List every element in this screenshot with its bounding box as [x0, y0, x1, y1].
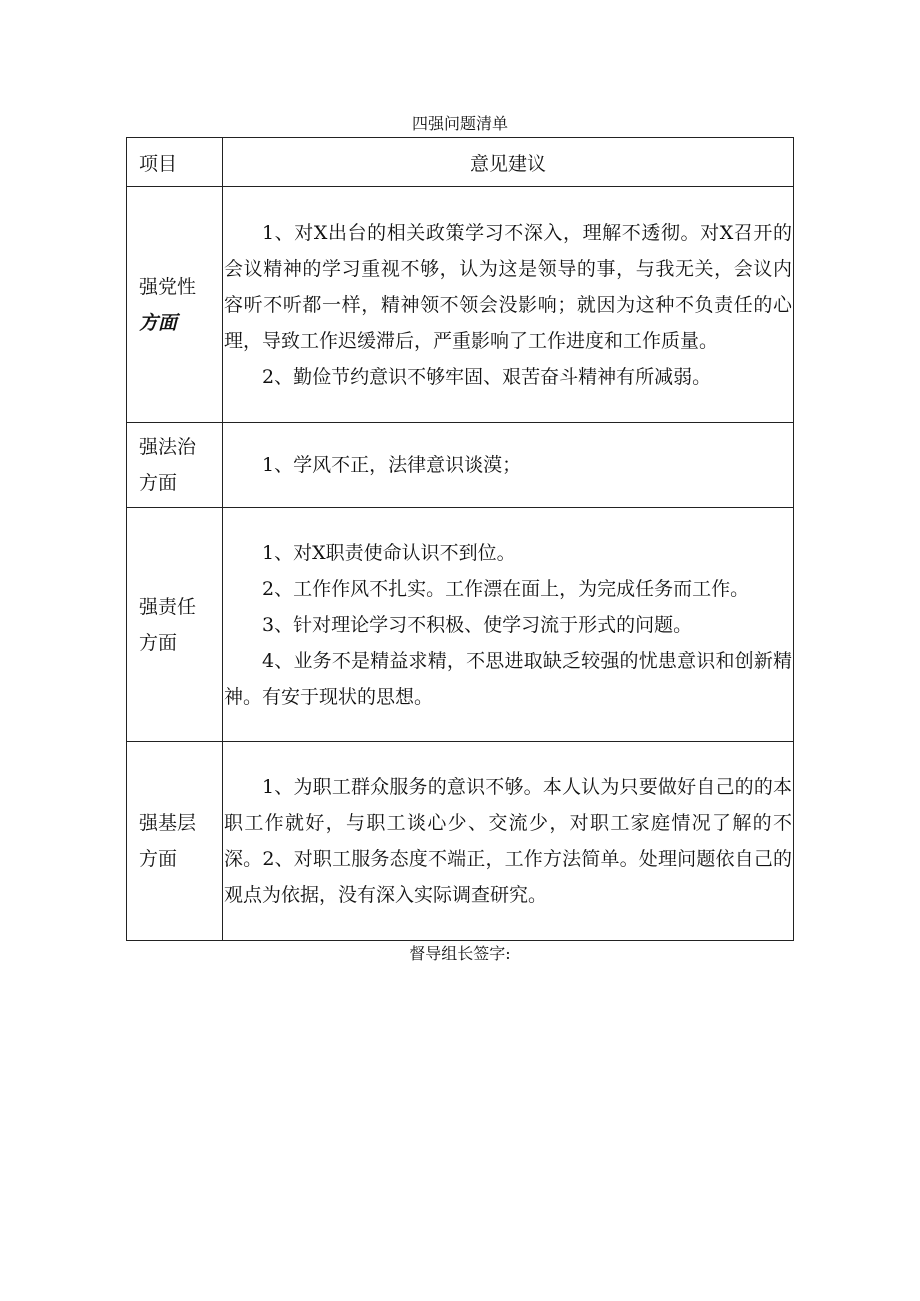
- suggestion-paragraph: 1、学风不正，法律意识谈漠；: [262, 454, 522, 476]
- category-label-suffix: 方面: [139, 848, 178, 870]
- suggestion-paragraph: 1、对X职责使命认识不到位。: [262, 541, 516, 564]
- suggestion-paragraph: 3、针对理论学习不积极、使学习流于形式的问题。: [262, 613, 693, 636]
- suggestion-cell: [223, 423, 794, 508]
- header-suggestions: 意见建议: [223, 138, 794, 187]
- category-label: 强基层: [139, 812, 197, 834]
- category-cell: [127, 423, 223, 508]
- table-row: [127, 423, 794, 508]
- table-row: [127, 508, 794, 742]
- suggestion-paragraph: 4、业务不是精益求精，不思进取缺乏较强的忧患意识和创新精神。有安于现状的思想。: [224, 649, 792, 708]
- document-title: 四强问题清单: [411, 114, 508, 133]
- header-project: 项目: [127, 138, 223, 187]
- category-label: 强法治: [139, 436, 197, 458]
- suggestion-paragraph: 2、工作作风不扎实。工作漂在面上，为完成任务而工作。: [262, 577, 750, 600]
- issues-table: [126, 137, 794, 941]
- table-header-row: [127, 138, 794, 187]
- suggestion-paragraph: 1、为职工群众服务的意识不够。本人认为只要做好自己的的本职工作就好，与职工谈心少、交流少，对职工家庭情况了解的不深。2、对职工服务态度不端正，工作方法简单。处理问题依自己的观点为依据，没有深入实际调查研究。: [224, 776, 792, 906]
- supervisor-signature-label: 督导组长签字:: [409, 944, 511, 963]
- table-row: [127, 187, 794, 423]
- suggestion-paragraph: 2、勤俭节约意识不够牢固、艰苦奋斗精神有所减弱。: [262, 365, 712, 388]
- category-label-suffix: 方面: [139, 311, 178, 334]
- category-cell: [127, 508, 223, 742]
- category-label: 强责任: [139, 595, 197, 618]
- suggestion-paragraph: 1、对X出台的相关政策学习不深入，理解不透彻。对X召开的会议精神的学习重视不够，认为这是领导的事，与我无关，会议内容听不听都一样，精神领不领会没影响；就因为这种不负责任的心理，导致工作迟缓滞后，严重影响了工作进度和工作质量。: [224, 221, 792, 352]
- suggestion-cell: [223, 742, 794, 941]
- category-cell: [127, 742, 223, 941]
- table-row: [127, 742, 794, 941]
- category-cell: [127, 187, 223, 423]
- category-label-suffix: 方面: [139, 472, 178, 494]
- category-label-suffix: 方面: [139, 631, 178, 654]
- category-label: 强党性: [139, 275, 197, 298]
- suggestion-cell: [223, 508, 794, 742]
- suggestion-cell: [223, 187, 794, 423]
